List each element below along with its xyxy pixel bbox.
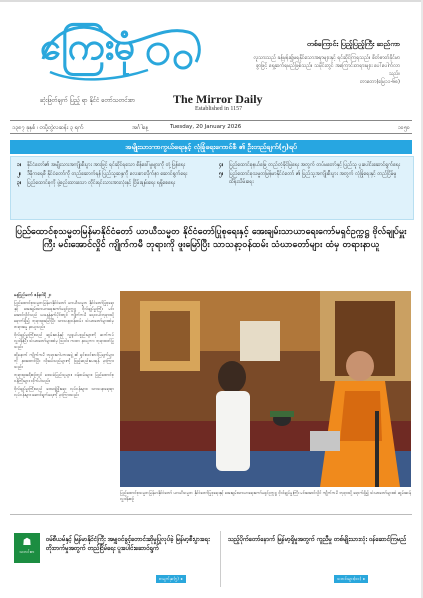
page-edge-top [0,0,423,2]
objective-text: ပြည်ထောင်စုကို ဖွဲ့စည်းထားသော တိုင်းရင်းသားအားလုံးနှင့် ငြိမ်းချမ်းရေး ရရှိစေရေး [27,180,175,186]
issue-number: ၁၀၅၀ [397,125,410,131]
objective-text: ပြည်ထောင်စုသမ္မတမြန်မာနိုင်ငံတော် ၏ ပြည်သူ့အကျိုးစီးပွား အတွက် လုံခြုံရေးနှင့် တည်ငြိမ်မှု ထိန်းသိမ်းရေး [229,171,397,185]
body-paragraph: ဘုရားဖူးခရီးစဉ်တွင် ဒေသခံပြည်သူများ၊ ဝန်ထမ်းများ၊ ပြည်ထောင်စုဝန်ကြီးများ လိုက်ပါသည်။ [14,372,114,383]
objective-item [219,161,409,169]
body-paragraph: ပြည်ထောင်စုသမ္မတမြန်မာနိုင်ငံတော် ယာယီသမ္မတ နိုင်ငံတော်ပြုစုရေးနှင့် အေးချမ်းသာယာရေးကော်မရှင်ဥက္ကဋ္ဌ ဗိုလ်ချုပ်မှူးကြီး မင်းအောင်လှိုင်သည် ယနေ့နံနက်ပိုင်းတွင် ကျိုက်ကမီ ရေလယ်ဘုရားသို့ ရောက်ရှိ၍ ဘုရားဖူးမြော်ပြီး သာသနာ့ဝန်ထမ်း သံဃာတော်များထံမှ တရားဓမ္မ နာယူသည်။ [14,300,114,329]
footer-teasers [10,514,412,595]
teaser-headline-1[interactable]: ဝမ်စီယမ်နှင့် မြန်မာနိုင်ငံကြီး အမျှဝင်ခွင့်တောင်းဆိုမှုပြုလုပ်ခဲ့ မြန်မာ့စီးပွားရေး တိုးတက်မှုအတွက် တည်ငြိမ်ရေး ပူးပေါင်းဆောင်ရွက် [46,536,210,552]
objective-item [17,161,207,169]
promo-title: တစ်ကြောင်း ပြည့်ပြည့်ကြီး ဆည်ကာ [306,40,400,48]
masthead-logo-text: ကြေးမုံ [40,23,135,68]
body-paragraph: ဗိုလ်ချုပ်မှူးကြီးသည် ဒေသဖွံ့ဖြိုးရေး လုပ်ငန်းများ၊ သာသနာရေးရာလုပ်ငန်းများ ဆောင်ရွက်ရေးကို မှာကြားသည်။ [14,386,114,397]
photo-caption: ပြည်ထောင်စုသမ္မတမြန်မာနိုင်ငံတော် ယာယီသမ္မတ နိုင်ငံတော်ပြုစုရေးနှင့် အေးချမ်းသာယာရေးကော်မရှင်ဥက္ကဋ္ဌ ဗိုလ်ချုပ်မှူးကြီး မင်းအောင်လှိုင် ကျိုက်ကမီ ဘုရားသို့ ရောက်ရှိ၍ သံဃာတော်များထံ ဆွမ်းဆန်လှူဒါန်းစဉ် [120,490,411,501]
masthead-tagline: ဆုံးဖြတ်ချက် ပြည့် ရာ နိုင်ငံ တော်သတင်းစာ [40,97,136,104]
objective-text: ပြည်ထောင်စုနယ်မြေ တည်တံ့ခိုင်မြဲရေး အတွက် တပ်မတော်နှင့် ပြည်သူ ပူးပေါင်းဆောင်ရွက်ရေး [229,162,400,168]
body-paragraph: ဗိုလ်ချုပ်မှူးကြီးသည် ဆွမ်းဆန်နှင့် လှူဖွယ်ပစ္စည်းများကို ဆက်ကပ်လှူဒါန်းပြီး သံဃာတော်များထံမှ ဩဝါဒ ကထာ နာယူကာ ဘုရားဝတ်ပြုသည်။ [14,332,114,349]
weekday-burmese: အင်္ဂါနေ့ [132,125,149,131]
objective-item [219,170,409,186]
footer-divider [220,531,221,587]
dateline: နေပြည်တော် ဇန်နဝါရီ ၂၀ [14,292,52,297]
objective-text: နိုင်ငံတော်၏ အမျိုးသားအကျိုးစီးပွား အားဖြင့် ရင်ဆိုင်ရသော စိန်ခေါ်မှုများကို တုံ့ပြန်ရေး [27,162,185,168]
teaser-page-tag-1[interactable]: စာမျက်နှာ(၅) ▸ [156,575,186,583]
footer-logo-text: သတင်းစာ [19,549,35,554]
promo-body-text: လူသားသည် ခန့်မှန်း၍မရနိုင်သောအရာများနှင့် ရင်ဆိုင်ကြရသည်။ စိတ်ဓာတ်ခိုင်မာစွာဖြင့် ရှေ့ဆက်ရမည်ဖြစ်သည်။ သမိုင်းတွင် အကြောင်းတရားများ ပေါ်ပေါက်လာသည်။ [253,55,400,77]
lead-story-headline: ပြည်ထောင်စုသမ္မတမြန်မာနိုင်ငံတော် ယာယီသမ္မတ နိုင်ငံတော်ပြုစုရေးနှင့် အေးချမ်းသာယာရေးကော်မရှင်ဥက္ကဋ္ဌ ဗိုလ်ချုပ်မှူးကြီး မင်းအောင်လှိုင် ကျိုက်ကမီ ဘုရားကို ဖူးမြော်ပြီး သာသနာ့ဝန်ထမ်း သံဃာတော်များ ထံမှ တရားနာယူ [15,227,407,250]
objective-item [17,179,207,187]
english-date: Tuesday, 20 January 2026 [170,124,242,130]
masthead-english-name: The Mirror Daily [173,92,263,106]
lead-photo [120,291,411,487]
objective-number: ၅။ [219,171,224,177]
teaser-page-tag-2[interactable]: သတင်းများ(၁၀) ▸ [334,575,368,583]
objective-item [17,170,207,178]
promo-credit: တာတော(မြေ၁၁-၆၈) [359,79,400,85]
objective-number: ၁။ [17,162,22,168]
footer-logo-icon: ☗ [22,537,32,548]
burmese-date: ၁၃၈၇ ခုနှစ် ၊ တပို့တွဲလဆန်း ၃ ရက် [12,125,84,131]
date-bar [10,120,412,134]
headline-banner: အမျိုးသားကာကွယ်ရေးနှင့် လုံခြုံရေးကောင်စီ ၏ ဦးတည်ချက်(၅)ရပ် [10,140,412,154]
body-paragraph: ထို့နောက် ကျိုက်ကမီ ဘုရားဂေါပကအဖွဲ့ ၏ ရှင်းလင်းတင်ပြချက်များကို နားထောင်ပြီး လိုအပ်သည်များကို ဖြည့်ဆည်းပေးရန် မှာကြားသည်။ [14,352,114,369]
objective-number: ၂။ [17,171,21,177]
objective-number: ၄။ [219,162,224,168]
objectives-right-column [219,161,409,187]
objective-text: ဒီမိုကရေစီ နိုင်ငံတော်ကို တည်ဆောက်ရန် ပြည်သူ့ဆန္ဒကို လေးစားလိုက်နာ ဆောင်ရွက်ရေး [27,171,188,177]
objectives-left-column [17,161,207,188]
objective-number: ၃။ [17,180,22,186]
teaser-headline-2[interactable]: သည့်ပိုက်တော်နောက် မြန်မာ့ရှိမှုအတွက် ကူညီမှု တစ်မျိုးသားလုံး ဝန်ဆောင်ကြမည် [228,536,407,543]
masthead-established: Established in 1157 [195,106,243,112]
objectives-box [10,156,414,220]
footer-logo [14,533,40,563]
promo-body [252,54,400,86]
